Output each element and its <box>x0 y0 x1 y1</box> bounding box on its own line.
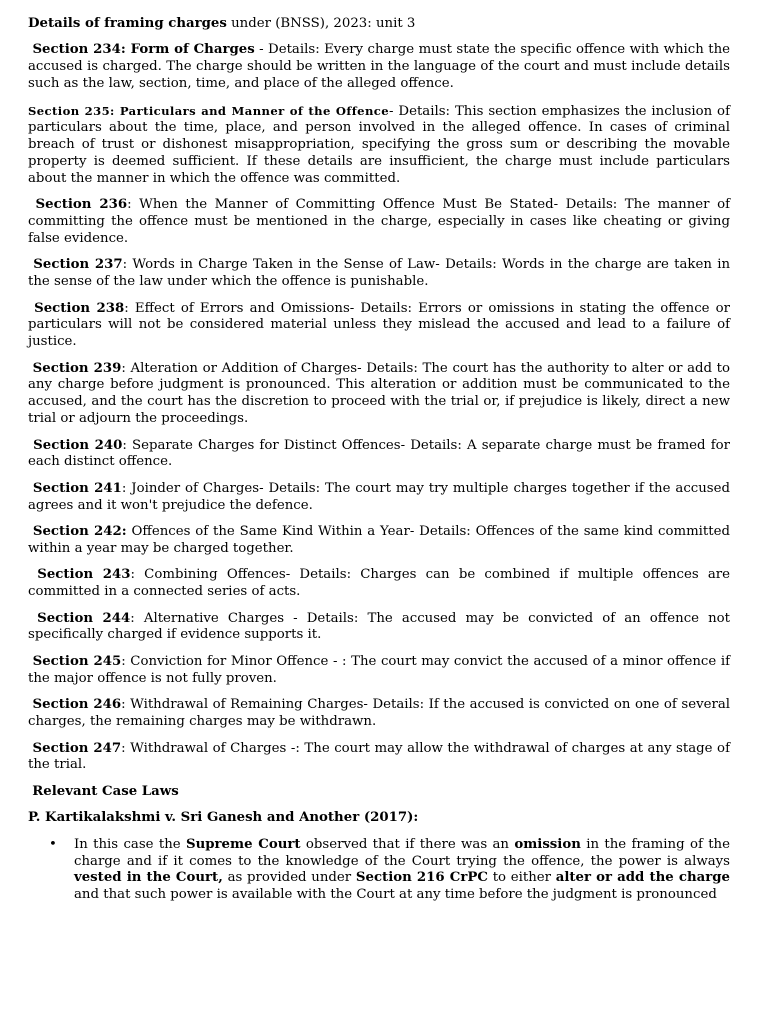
section-234-text: - Details: Every charge must state the specific offence with which the accused is charged. The charge should be written in the language of the court and must include details such as the law, section, time, and place of the alleged offence. <box>28 42 730 92</box>
section-245-text: : Conviction for Minor Offence - : The court may convict the accused of a minor offence if the major offence is not fully proven. <box>28 653 730 686</box>
case-text-1: In this case the <box>74 836 186 852</box>
case-laws-heading <box>28 784 730 801</box>
case-text-4: as provided under <box>222 870 356 886</box>
section-237 <box>28 257 730 291</box>
section-247-text: : Withdrawal of Charges -: The court may allow the withdrawal of charges at any stage of the trial. <box>28 740 730 773</box>
section-247 <box>28 741 730 775</box>
case-bold-3: vested in the Court, <box>74 870 223 886</box>
document-title-rest: under (BNSS), 2023: unit 3 <box>226 16 416 31</box>
section-244-text: : Alternative Charges - Details: The accused may be convicted of an offence not specifically charged if evidence supports it. <box>28 610 731 643</box>
case-text-5: to either <box>487 870 556 886</box>
section-236 <box>28 197 730 247</box>
section-242 <box>28 524 730 558</box>
section-235-label: Section 235: Particulars and Manner of the Offence <box>28 103 390 118</box>
section-234-label: Section 234: Form of Charges <box>32 42 255 58</box>
section-238-text: : Effect of Errors and Omissions- Details: Errors or omissions in stating the offence or particulars will not be considered material unless they mislead the accused and lead to a failure of justice. <box>28 300 730 350</box>
section-239-label: Section 239 <box>32 360 122 376</box>
section-246-label: Section 246 <box>32 697 122 713</box>
section-242-text: Offences of the Same Kind Within a Year- Details: Offences of the same kind committed within a year may be charged together. <box>28 524 730 556</box>
section-241-text: : Joinder of Charges- Details: The court may try multiple charges together if the accused agrees and it won't prejudice the defence. <box>28 480 730 513</box>
case-bold-5: alter or add the charge <box>555 870 731 886</box>
section-243-text: : Combining Offences- Details: Charges can be combined if multiple offences are committed in a connected series of acts. <box>28 567 731 600</box>
section-240-text: : Separate Charges for Distinct Offences- Details: A separate charge must be framed for each distinct offence. <box>28 437 730 470</box>
section-244-label: Section 244 <box>37 610 131 626</box>
document-title-bold: Details of framing charges <box>28 16 227 31</box>
list-item <box>49 836 731 904</box>
case-bold-2: omission <box>514 836 581 852</box>
section-238 <box>28 301 730 351</box>
section-236-label: Section 236 <box>35 197 128 213</box>
section-237-text: : Words in Charge Taken in the Sense of Law- Details: Words in the charge are taken in the sense of the law under which the offence is punishable. <box>28 257 731 290</box>
case-text-3: in the framing of the charge and if it comes to the knowledge of the Court trying the offence, the power is always <box>74 836 730 869</box>
section-239 <box>28 361 730 428</box>
document-title <box>28 16 730 33</box>
section-246-text: : Withdrawal of Remaining Charges- Details: If the accused is convicted on one of several charges, the remaining charges may be withdrawn. <box>28 697 730 730</box>
section-241 <box>28 481 730 515</box>
section-241-label: Section 241 <box>32 480 122 496</box>
case-bold-4: Section 216 CrPC <box>355 870 488 886</box>
section-235 <box>28 103 730 188</box>
section-246 <box>28 697 730 731</box>
case-title-text: P. Kartikalakshmi v. Sri Ganesh and Another (2017): <box>28 810 419 826</box>
section-238-label: Section 238 <box>34 300 125 316</box>
section-243-label: Section 243 <box>37 567 131 583</box>
section-247-label: Section 247 <box>32 740 122 756</box>
section-234 <box>28 42 730 92</box>
section-240-label: Section 240 <box>33 437 123 453</box>
section-244 <box>28 611 730 645</box>
section-242-label: Section 242: <box>32 524 127 540</box>
case-text-2: observed that if there was an <box>300 836 515 852</box>
case-title <box>28 810 730 827</box>
section-240 <box>28 438 730 472</box>
case-list <box>28 837 730 904</box>
bullet-icon: • <box>49 836 57 852</box>
case-bold-1: Supreme Court <box>185 836 301 852</box>
section-245-label: Section 245 <box>32 653 122 669</box>
section-245 <box>28 654 730 688</box>
case-laws-heading-text: Relevant Case Laws <box>32 783 179 799</box>
section-239-text: : Alteration or Addition of Charges- Details: The court has the authority to alter or add to any charge before judgment is pronounced. This alteration or addition must be communicated to the accused, and the court has the discretion to proceed with the trial or, if prejudice is likely, direct a new trial or adjourn the proceedings. <box>28 360 731 427</box>
section-236-text: : When the Manner of Committing Offence Must Be Stated- Details: The manner of committing the offence must be mentioned in the charge, especially in cases like cheating or giving false evidence. <box>28 197 730 246</box>
section-243 <box>28 567 730 601</box>
section-237-label: Section 237 <box>33 257 123 273</box>
section-235-text: - Details: This section emphasizes the inclusion of particulars about the time, place, and person involved in the alleged offence. In cases of criminal breach of trust or dishonest misappropriation, specifying the gross sum or describing the movable property is deemed sufficient. If these details are insufficient, the charge must include particulars about the manner in which the offence was committed. <box>28 103 730 186</box>
case-text-6: and that such power is available with the Court at any time before the judgment is pronounced <box>74 887 717 903</box>
